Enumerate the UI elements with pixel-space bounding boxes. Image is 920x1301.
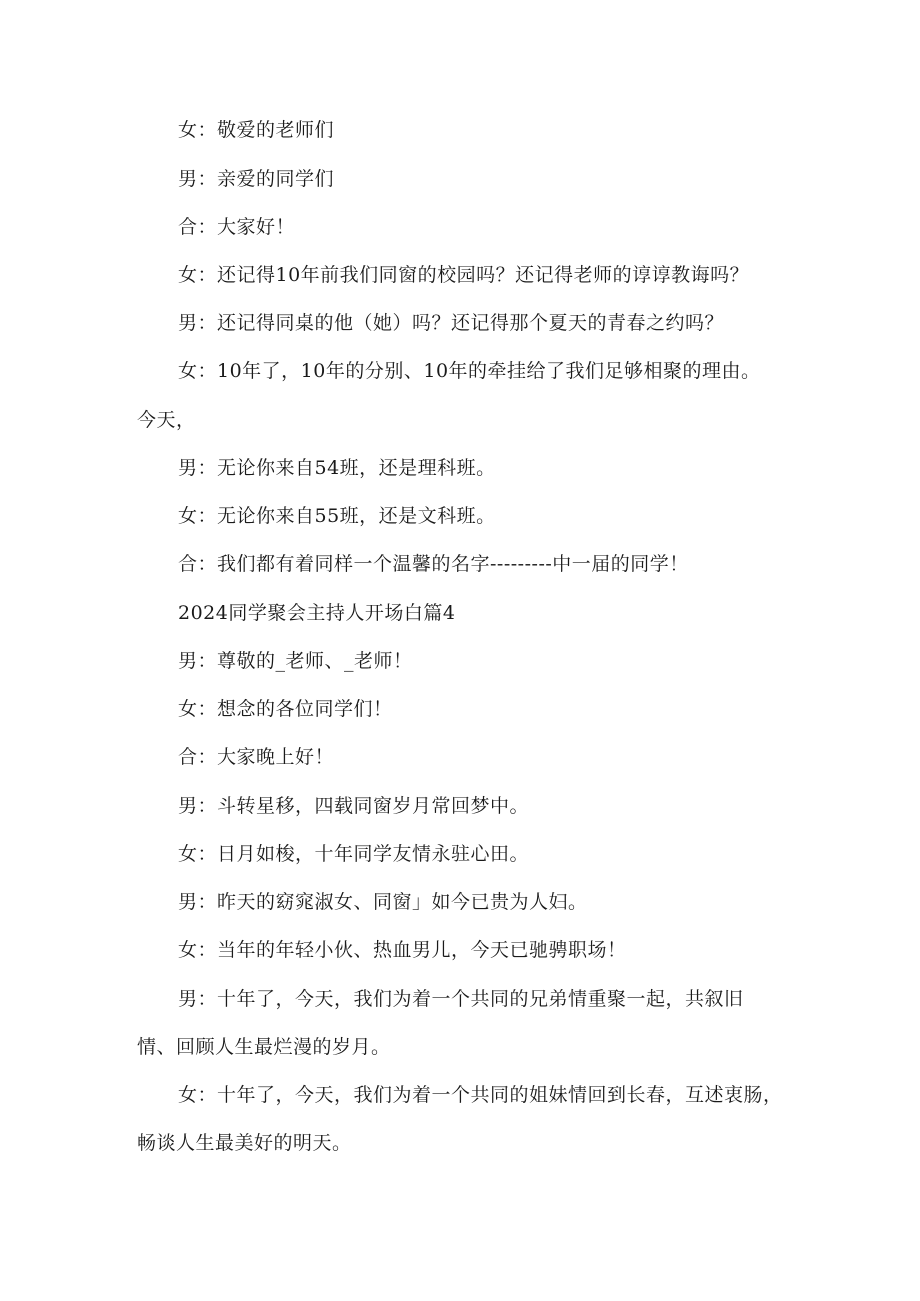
- dialogue-line: 男：十年了，今天，我们为着一个共同的兄弟情重聚一起，共叙旧: [178, 988, 744, 1010]
- dialogue-line-continuation: 今天，: [137, 409, 196, 431]
- dialogue-line: 男：昨天的窈窕淑女、同窗」如今已贵为人妇。: [178, 891, 588, 913]
- dialogue-line: 合：大家晚上好！: [178, 746, 335, 768]
- section-heading: 2024同学聚会主持人开场白篇4: [178, 602, 456, 624]
- dialogue-line-continuation: 情、回顾人生最烂漫的岁月。: [137, 1036, 391, 1058]
- dialogue-line: 男：还记得同桌的他（她）吗？还记得那个夏天的青春之约吗？: [178, 312, 725, 334]
- dialogue-line: 合：我们都有着同样一个温馨的名字---------中一届的同学！: [178, 553, 689, 575]
- dialogue-line: 女：敬爱的老师们: [178, 119, 335, 141]
- dialogue-line: 合：大家好！: [178, 216, 296, 238]
- dialogue-line-continuation: 畅谈人生最美好的明天。: [137, 1132, 352, 1154]
- dialogue-line: 男：尊敬的_老师、_老师！: [178, 650, 413, 672]
- dialogue-line: 男：亲爱的同学们: [178, 168, 335, 190]
- dialogue-line: 男：无论你来自54班，还是理科班。: [178, 457, 496, 479]
- dialogue-line: 女：想念的各位同学们！: [178, 698, 393, 720]
- dialogue-line: 女：日月如梭，十年同学友情永驻心田。: [178, 843, 530, 865]
- dialogue-line: 女：当年的年轻小伙、热血男儿，今天已驰骋职场！: [178, 939, 627, 961]
- dialogue-line: 女：无论你来自55班，还是文科班。: [178, 505, 496, 527]
- dialogue-line: 男：斗转星移，四载同窗岁月常回梦中。: [178, 795, 530, 817]
- dialogue-line: 女：还记得10年前我们同窗的校园吗？还记得老师的谆谆教诲吗？: [178, 264, 750, 286]
- dialogue-line: 女：十年了，今天，我们为着一个共同的姐妹情回到长春，互述衷肠，: [178, 1084, 783, 1106]
- dialogue-line: 女：10年了，10年的分别、10年的牵挂给了我们足够相聚的理由。: [178, 360, 761, 382]
